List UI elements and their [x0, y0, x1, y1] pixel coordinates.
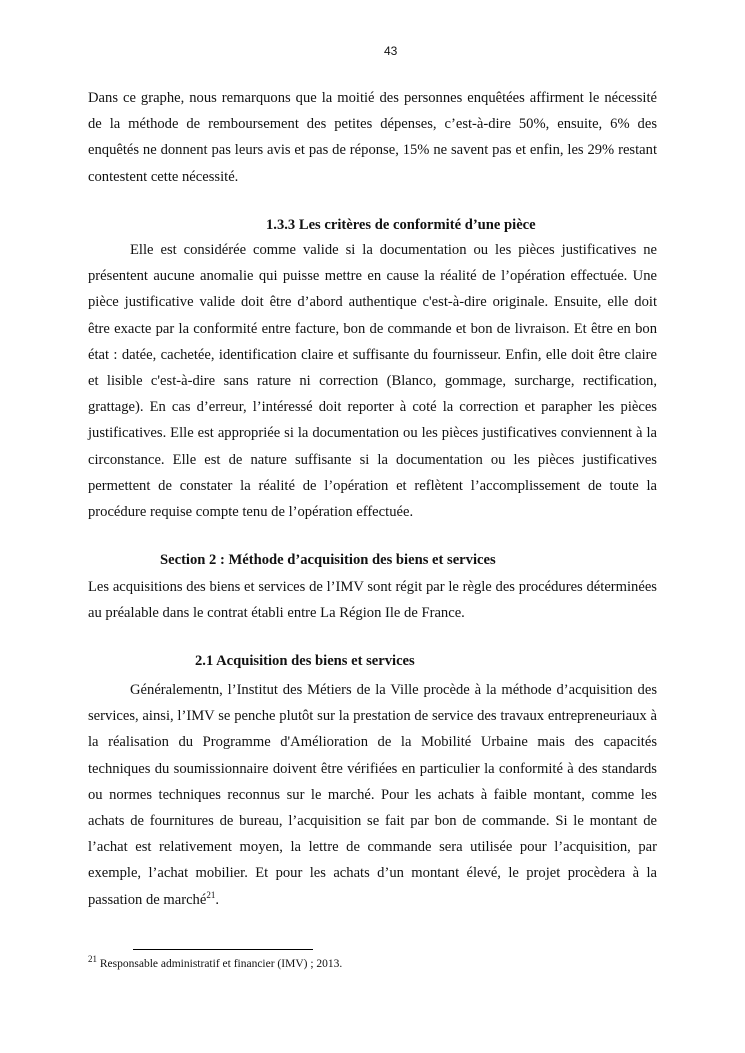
footnote-reference[interactable]: 21 [206, 889, 216, 900]
paragraph-acquisition-method: Généralementn, l’Institut des Métiers de la Ville procède à la méthode d’acquisition des services, ainsi, l’IMV se penche plutôt sur la prestation de service des travaux entrepreneuriaux à la réalisation du Programme d'Amélioration de la Mobilité Urbaine mais des capacités techniques du soumissionnaire doivent être vérifiées en particulier la conformité à des standards ou normes techniques reconnus sur le marché. Pour les achats à faible montant, comme les achats de fournitures de bureau, l’acquisition se fait par bon de commande. Si le montant de l’achat est relativement moyen, la lettre de commande sera utilisée pour l’acquisition, par exemple, l’achat mobilier. Et pour les achats d’un montant élevé, le projet procèdera à la passation de marché$^{21}$. [88, 682, 657, 908]
footnote-text: Responsable administratif et financier (IMV) ; 2013. [97, 958, 343, 970]
paragraph-conformity-criteria: Elle est considérée comme valide si la documentation ou les pièces justificatives ne présentent aucune anomalie qui puisse mettre en cause la réalité de l’opération effectuée. Une pièce justificative valide doit être d’abord authentique c'est-à-dire originale. Ensuite, elle doit être exacte par la conformité entre facture, bon de commande et bon de livraison. Et être en bon état : datée, cachetée, identification claire et suffisante du fournisseur. Enfin, elle doit être claire et lisible c'est-à-dire sans rature ni correction (Blanco, gommage, surcharge, rectification, grattage). En cas d’erreur, l’intéressé doit reporter à coté la correction et parapher les pièces justificatives. Elle est appropriée si la documentation ou les pièces justificatives conviennent à la circonstance. Elle est de nature suffisante si la documentation ou les pièces justificatives permettent de constater la réalité de l’opération et reflètent l’accomplissement de toute la procédure requise compte tenu de l’opération effectuée. [88, 242, 657, 521]
heading-2-1: 2.1 Acquisition des biens et services [195, 653, 415, 669]
footnote-separator [133, 949, 313, 950]
page-number: 43 [384, 44, 398, 58]
heading-1-3-3: 1.3.3 Les critères de conformité d’une pièce [266, 217, 536, 233]
paragraph-survey-results: Dans ce graphe, nous remarquons que la moitié des personnes enquêtées affirment le nécessité de la méthode de remboursement des petites dépenses, c’est-à-dire 50%, ensuite, 6% des enquêtés ne donnent pas leurs avis et pas de réponse, 15% ne savent pas et enfin, les 29% restant contestent cette nécessité. [88, 90, 657, 185]
footnote [88, 954, 343, 970]
paragraph-acquisitions: Les acquisitions des biens et services de l’IMV sont régit par le règle des procédures déterminées au préalable dans le contrat établi entre La Région Ile de France. [88, 579, 657, 622]
heading-section-2: Section 2 : Méthode d’acquisition des biens et services [160, 552, 496, 568]
footnote-number: 21 [88, 954, 97, 965]
paragraph-text: Généralementn, l’Institut des Métiers de la Ville procède à la méthode d’acquisition des services, ainsi, l’IMV se penche plutôt sur la prestation de service des travaux entrepreneuriaux à la réalisation du Programme d'Amélioration de la Mobilité Urbaine mais des capacités techniques du soumissionnaire doivent être vérifiées en particulier la conformité à des standards ou normes techniques reconnus sur le marché. Pour les achats à faible montant, comme les achats de fournitures de bureau, l’acquisition se fait par bon de commande. Si le montant de l’achat est relativement moyen, la lettre de commande sera utilisée pour l’acquisition, par exemple, l’achat mobilier. Et pour les achats d’un montant élevé, le projet procèdera à la passation de marché [88, 682, 657, 908]
